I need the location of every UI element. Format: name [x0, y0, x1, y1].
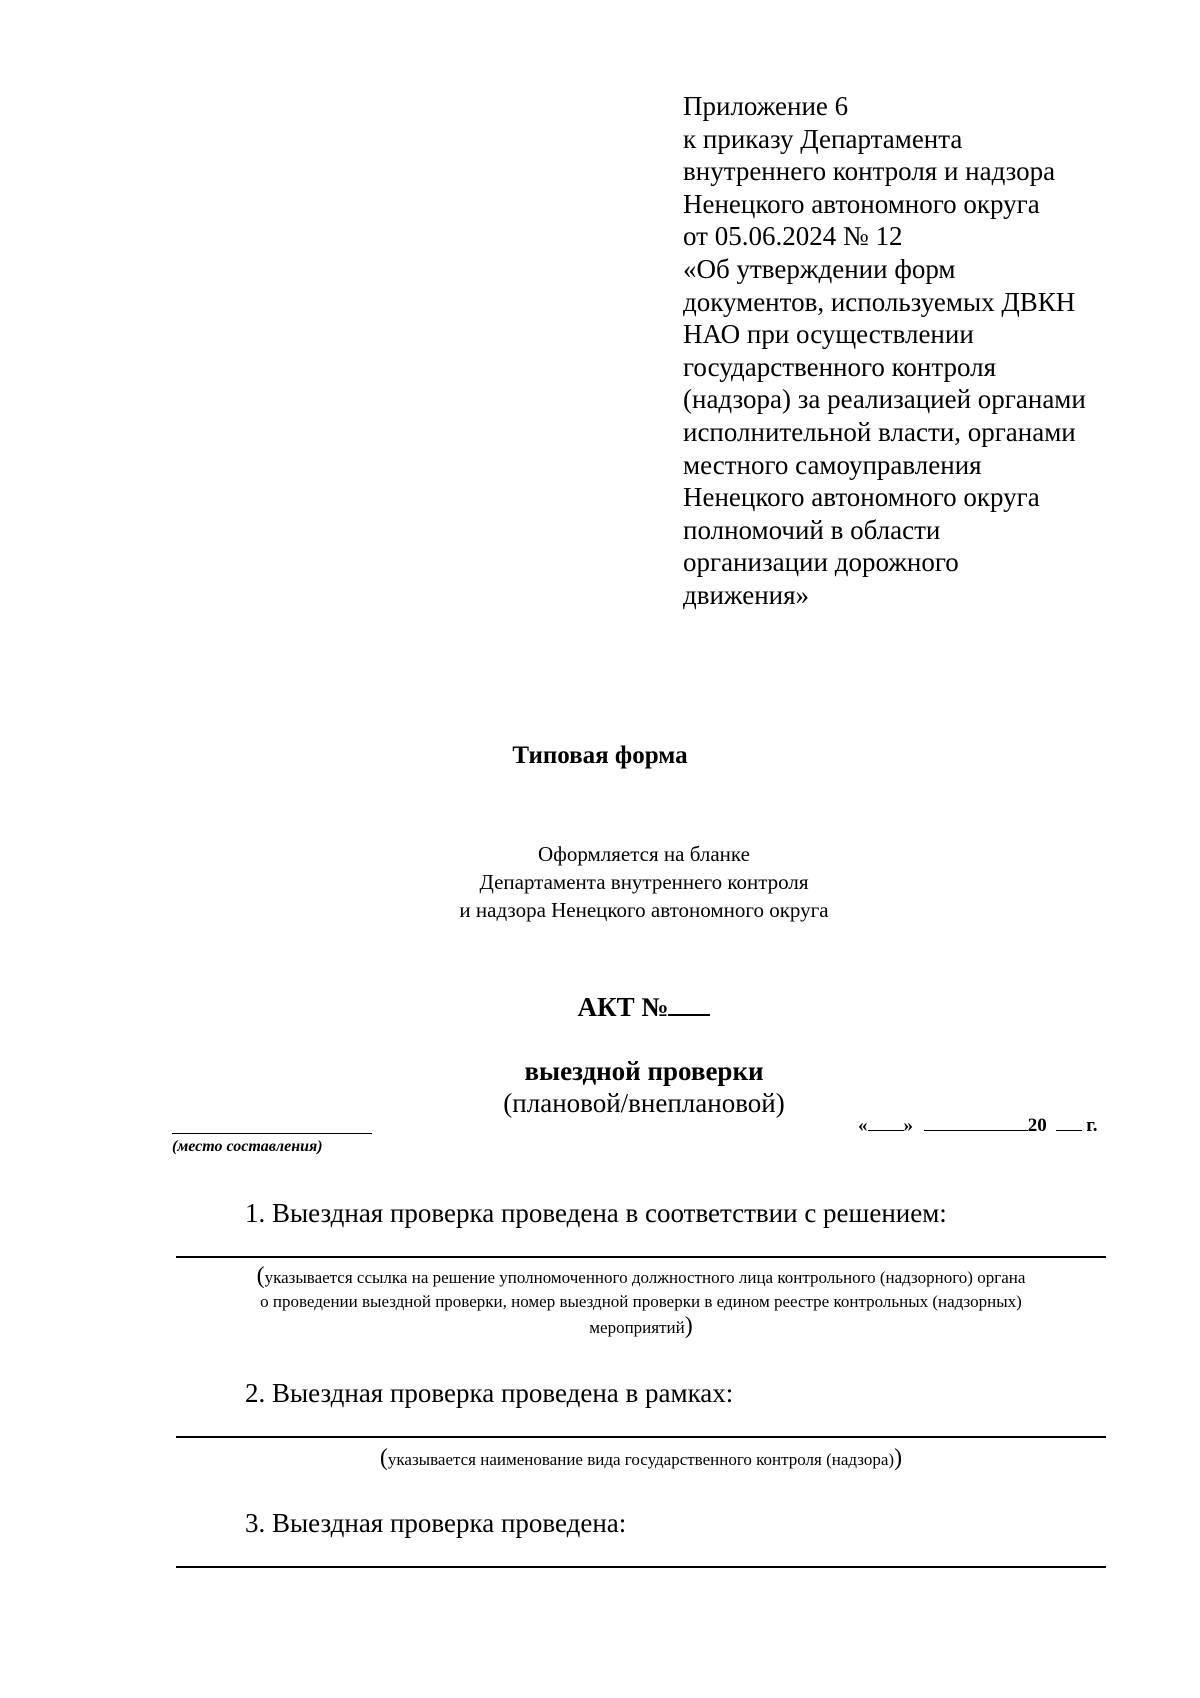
item-2: 2. Выездная проверка проведена в рамках:: [245, 1378, 734, 1408]
date-open-quote: «: [858, 1115, 868, 1136]
year-suffix: г.: [1086, 1115, 1098, 1136]
act-kind: (плановой/внеплановой): [503, 1088, 785, 1118]
form-title: Типовая форма: [512, 742, 688, 769]
appendix-line: исполнительной власти, органами: [683, 416, 1076, 447]
item-1-note: [176, 1264, 1106, 1340]
item-1-note-line: о проведении выездной проверки, номер выездной проверки в едином реестре контрольных (надзорных): [260, 1292, 1022, 1311]
appendix-line: движения»: [683, 579, 810, 610]
place-field[interactable]: [172, 1133, 372, 1134]
item-1: 1. Выездная проверка проведена в соответствии с решением:: [245, 1198, 947, 1228]
act-number-field[interactable]: [668, 992, 710, 1016]
blank-note-line: Оформляется на бланке: [538, 842, 750, 866]
day-field[interactable]: [868, 1112, 904, 1131]
note-text: указывается ссылка на решение уполномоченного должностного лица контрольного (надзорного) органа: [264, 1268, 1026, 1287]
act-subtitle: выездной проверки: [524, 1056, 764, 1086]
blank-note: [0, 840, 1200, 924]
item-1-note-line: [176, 1264, 1106, 1290]
appendix-line: к приказу Департамента: [683, 123, 963, 154]
open-paren: (: [379, 1445, 388, 1471]
note-text: указывается наименование вида государственного контроля (надзора): [387, 1450, 895, 1469]
appendix-line: местного самоуправления: [683, 449, 982, 480]
year-prefix: 20: [1027, 1115, 1047, 1136]
item-1-note-line: [176, 1314, 1106, 1340]
close-paren: ): [684, 1313, 693, 1339]
month-field[interactable]: [924, 1112, 1028, 1131]
appendix-line: НАО при осуществлении: [683, 319, 974, 350]
appendix-line: внутреннего контроля и надзора: [683, 156, 1056, 187]
blank-note-line: Департамента внутреннего контроля: [479, 870, 809, 894]
appendix-line: организации дорожного: [683, 547, 959, 578]
date-close-quote: »: [903, 1115, 913, 1136]
note-text: мероприятий: [589, 1318, 685, 1337]
appendix-line: от 05.06.2024 № 12: [683, 221, 903, 252]
item-3-field[interactable]: [176, 1566, 1106, 1568]
appendix-line: Ненецкого автономного округа: [683, 188, 1040, 219]
item-3: 3. Выездная проверка проведена:: [245, 1508, 627, 1538]
appendix-line: Приложение 6: [683, 91, 849, 121]
act-title: АКТ №: [577, 992, 669, 1022]
appendix-line: «Об утверждении форм: [683, 253, 956, 284]
item-1-field[interactable]: [176, 1256, 1106, 1258]
place-caption: (место составления): [172, 1138, 323, 1155]
appendix-line: государственного контроля: [683, 351, 996, 382]
appendix-line: полномочий в области: [683, 514, 941, 545]
act-title-row: [0, 990, 1200, 1024]
open-paren: (: [256, 1263, 265, 1289]
appendix-line: документов, используемых ДВКН: [683, 286, 1076, 317]
date-row: [858, 1112, 1098, 1137]
appendix-line: (надзора) за реализацией органами: [683, 384, 1086, 415]
blank-note-line: и надзора Ненецкого автономного округа: [459, 898, 829, 922]
item-2-field[interactable]: [176, 1436, 1106, 1438]
item-2-note: [176, 1446, 1106, 1472]
appendix-line: Ненецкого автономного округа: [683, 482, 1040, 513]
year-field[interactable]: [1056, 1112, 1082, 1131]
close-paren: ): [894, 1445, 903, 1471]
appendix-block: [683, 90, 1153, 612]
